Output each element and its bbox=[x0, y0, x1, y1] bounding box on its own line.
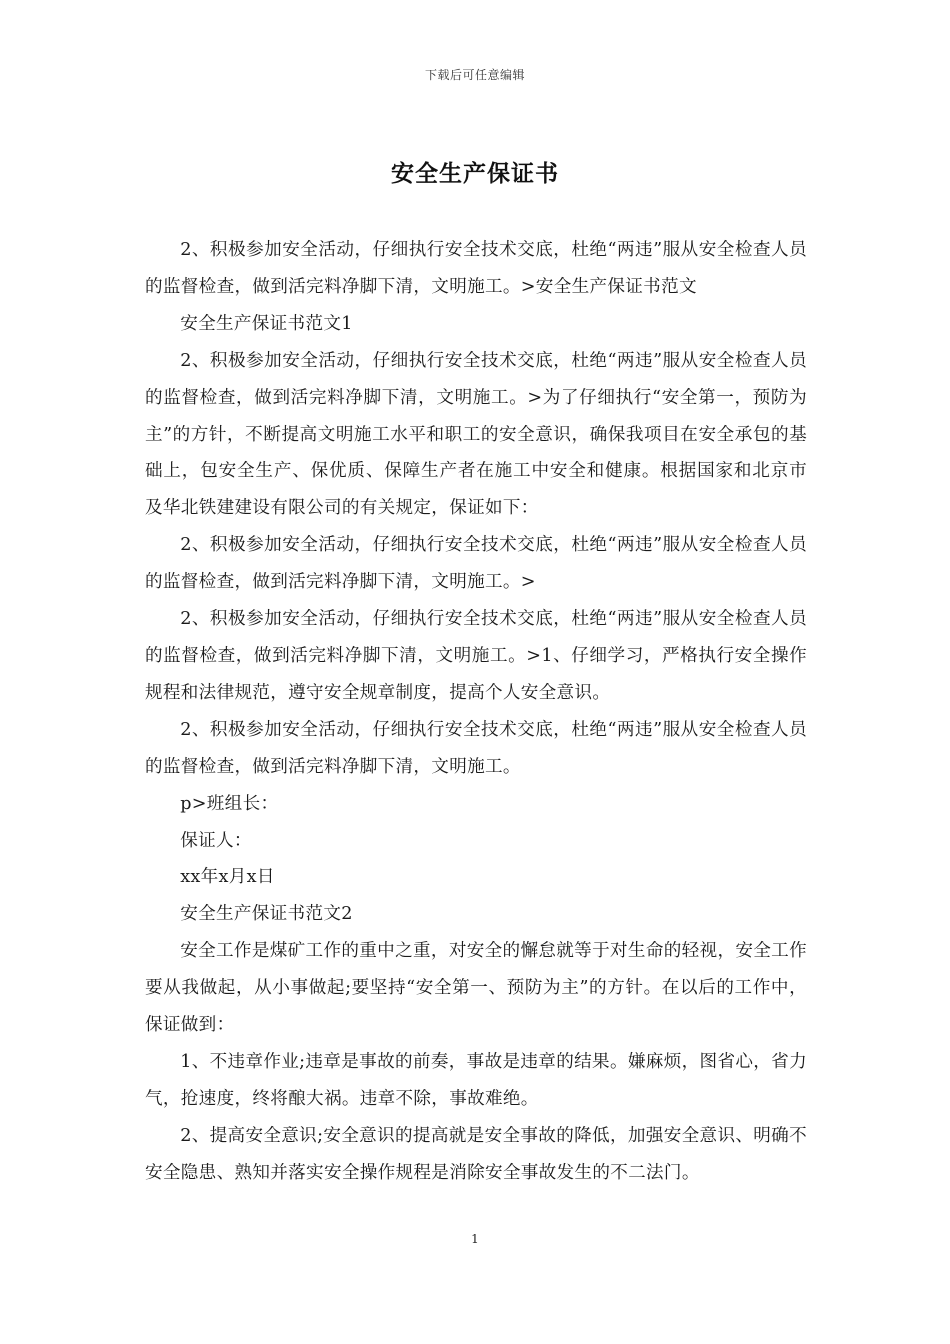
paragraph: 2、提高安全意识;安全意识的提高就是安全事故的降低，加强安全意识、明确不安全隐患、熟知并落实安全操作规程是消除安全事故发生的不二法门。 bbox=[145, 1125, 807, 1183]
header-note: 下载后可任意编辑 bbox=[424, 68, 525, 82]
date-line: xx年x月x日 bbox=[180, 867, 275, 888]
paragraph: 2、积极参加安全活动，仔细执行安全技术交底，杜绝“两违”服从安全检查人员的监督检查，做到活完料净脚下清，文明施工。 bbox=[145, 719, 807, 777]
document-body bbox=[145, 232, 807, 1192]
paragraph: 2、积极参加安全活动，仔细执行安全技术交底，杜绝“两违”服从安全检查人员的监督检查，做到活完料净脚下清，文明施工。> bbox=[145, 535, 807, 593]
paragraph: 2、积极参加安全活动，仔细执行安全技术交底，杜绝“两违”服从安全检查人员的监督检查，做到活完料净脚下清，文明施工。>为了仔细执行“安全第一，预防为主”的方针，不断提高文明施工水平和职工的安全意识，确保我项目在安全承包的基础上，包安全生产、保优质、保障生产者在施工中安全和健康。根据国家和北京市及华北铁建建设有限公司的有关规定，保证如下： bbox=[145, 350, 807, 519]
page-number: 1 bbox=[471, 1232, 479, 1246]
paragraph: 安全工作是煤矿工作的重中之重，对安全的懈怠就等于对生命的轻视，安全工作要从我做起，从小事做起;要坚持“安全第一、预防为主”的方针。在以后的工作中，保证做到： bbox=[145, 941, 807, 1036]
paragraph: 2、积极参加安全活动，仔细执行安全技术交底，杜绝“两违”服从安全检查人员的监督检查，做到活完料净脚下清，文明施工。>1、仔细学习，严格执行安全操作规程和法律规范，遵守安全规章制度，提高个人安全意识。 bbox=[145, 609, 807, 703]
section-heading: 安全生产保证书范文2 bbox=[180, 904, 353, 925]
paragraph: 1、不违章作业;违章是事故的前奏，事故是违章的结果。嫌麻烦，图省心，省力气，抢速度，终将酿大祸。违章不除，事故难绝。 bbox=[145, 1051, 807, 1109]
signature-line-team-leader: p>班组长： bbox=[180, 793, 279, 814]
document-title: 安全生产保证书 bbox=[391, 160, 559, 187]
paragraph: 安全生产保证书范文1 bbox=[180, 313, 353, 334]
signature-line-guarantor: 保证人： bbox=[180, 830, 252, 851]
paragraph: 2、积极参加安全活动，仔细执行安全技术交底，杜绝“两违”服从安全检查人员的监督检查，做到活完料净脚下清，文明施工。>安全生产保证书范文 bbox=[145, 240, 807, 297]
